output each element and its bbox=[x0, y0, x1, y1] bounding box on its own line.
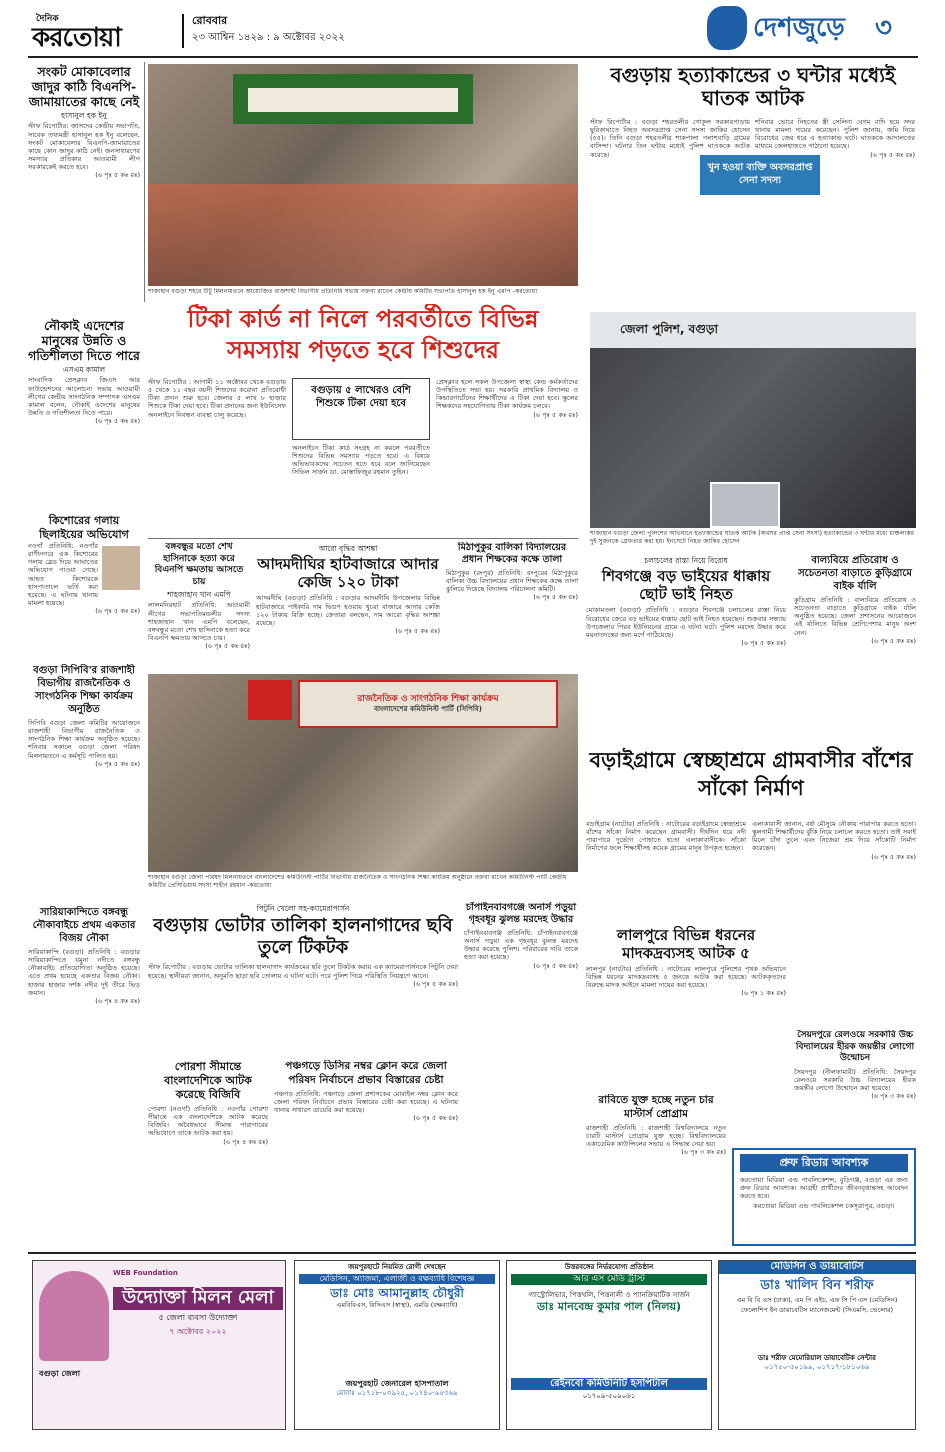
ad-degrees: এম বি বি এস (ঢাকা), এম পি এইচ, এফ সি পি এস (মেডিসিন) bbox=[736, 1295, 898, 1304]
story-byline: শাহজাহান খান এমপি bbox=[167, 590, 231, 599]
story-headline: সংকট মোকাবেলার জাদুর কাঠি বিএনপি-জামায়াতের কাছে নেই bbox=[28, 64, 140, 109]
jump-link[interactable]: (৬ পৃঃ ৪ কঃ রঃ) bbox=[95, 996, 140, 1005]
banner-title: রাজনৈতিক ও সাংগঠনিক শিক্ষা কার্যক্রম bbox=[357, 694, 499, 704]
story-murder-header[interactable] bbox=[590, 64, 916, 112]
story-headline: বাল্যবিয়ে প্রতিরোধ ও সচেতনতা বাড়াতে কুড়িগ্রামে বাইক র্যালি bbox=[798, 555, 912, 592]
jump-link[interactable]: (৬ পৃঃ ৫ কঃ রঃ) bbox=[205, 642, 250, 650]
story-byline: হাসানুল হক ইনু bbox=[61, 111, 107, 120]
page-number: ৩ bbox=[875, 13, 892, 43]
police-sign: জেলা পুলিশ, বগুড়া bbox=[590, 312, 916, 348]
pullquote: বগুড়ায় ৫ লাখেরও বেশি শিশুকে টিকা দেয়া হবে bbox=[311, 385, 411, 409]
story-ginger[interactable] bbox=[256, 542, 440, 670]
ad-top: মেডিসিন ও ডায়াবেটিস bbox=[719, 1261, 915, 1274]
story-body: মিঠাপুকুর (রংপুর) প্রতিনিধি: রংপুরের মিঠাপুকুরে বালিকা উচ্চ বিদ্যালয়ের প্রধান শিক্ষকের কক্ষে তালা ঝুলিয়ে দিয়েছে বিদ্যালয় পরিচালনা কমিটি। bbox=[446, 569, 578, 594]
story-headline: লালপুরে বিভিন্ন ধরনের মাদকদ্রব্যসহ আটক ৫ bbox=[616, 926, 756, 962]
story-headline: বগুড়ায় হত্যাকান্ডের ৩ ঘন্টার মধ্যেই ঘাতক আটক bbox=[610, 64, 896, 110]
jump-link[interactable]: (৬ পৃঃ ৫ কঃ রঃ) bbox=[413, 1114, 458, 1123]
story-body-2: শনিবার ভোরে নিহতের স্ত্রী সেলিনা বেগম বাদি হয়ে সদর থানায় মামলা দায়ের করেছেন। পুলিশ জানায়, জমি নিয়ে বিরোধের জের ধরে এ হত্যাকান্ড ঘটে। ঘাতককে আদালতের মাধ্যমে জেলহাজতে পাঠানো হয়েছে। bbox=[755, 118, 915, 151]
ad-top: উত্তরবঙ্গের নির্ভরযোগ্য প্রতিষ্ঠান bbox=[564, 1263, 654, 1271]
story-cpb[interactable] bbox=[28, 664, 140, 902]
story-kicker: পিটুনি খেলো সহ-ক্যামেরাপার্সন bbox=[256, 904, 350, 913]
story-lalpur[interactable] bbox=[586, 926, 786, 1066]
story-body: পঞ্চগড় প্রতিনিধি: পঞ্চগড়ে জেলা প্রশাসকের মোবাইল নম্বর ক্লোন করে জেলা পরিষদ নির্বাচনে প্রভাব বিস্তারের চেষ্টা করা হয়েছে। এ ঘটনায় থানায় সাধারণ ডায়েরি করা হয়েছে। bbox=[274, 1090, 458, 1115]
jump-link[interactable]: (৬ পৃঃ ৫ কঃ রঃ) bbox=[95, 417, 140, 425]
header-rule bbox=[28, 56, 918, 58]
jump-link[interactable]: (৬ পৃঃ ৫ কঃ রঃ) bbox=[533, 410, 578, 419]
story-zila-parishad[interactable] bbox=[274, 1060, 458, 1190]
ad-doctor-amanullah[interactable] bbox=[294, 1260, 500, 1430]
bangladesh-map-icon bbox=[707, 6, 747, 50]
story-headline: পোরশা সীমান্তে বাংলাদেশিকে আটক করেছে বিজিবি bbox=[164, 1060, 252, 1101]
ad-specialty: গ্যাস্ট্রোলিভার, পিত্তথলি, পিত্তনালী ও প্যানক্রিয়াটিক সার্জন bbox=[528, 1291, 690, 1299]
story-bike-rally[interactable] bbox=[794, 554, 916, 744]
inset-portrait bbox=[710, 482, 780, 528]
photo-caption: শাজাহান বগুড়া জেলা পুলিশের অভিযানে হত্যাকান্ডের ঘাতক আটক (অবসর প্রাপ্ত সেনা সদস্য) হত্যাকান্ডের ৩ ঘন্টার মধ্যে চাঞ্চল্যকর দুই সুজনকে গ্রেফতার করা হয়। ইনসেটে নিহত জাকির হোসেন bbox=[590, 530, 915, 545]
story-headline: রাবিতে যুক্ত হচ্ছে নতুন চার মাস্টার্স প্রোগ্রাম bbox=[598, 1094, 714, 1120]
story-murder-body bbox=[590, 118, 750, 308]
story-headline: কিশোরের গলায় ছিলাইয়ের অভিযোগ bbox=[39, 514, 129, 541]
ad-hospital: রেইনবো কমিউনিটি হসপিটাল bbox=[511, 1378, 707, 1391]
event-banner bbox=[298, 680, 558, 728]
ad-hospital-name: আর এস মেডি ট্রাস্ট bbox=[511, 1274, 707, 1285]
story-body-3: প্রেসক্লাব হলে সকল উপজেলা স্বাস্থ্য কেন্দ্র কর্মকর্তাদের উপস্থিতিতে সভা হয়। সরকারি প্রাথমিক বিদ্যালয় ও কিন্ডারগার্টেনের শিক্ষার্থীদের এ টিকা দেয়া হবে। স্কুলের শিক্ষকদের সহযোগিতায় টিকা কার্যক্রম চলবে। bbox=[436, 378, 578, 411]
story-headline: বগুড়া সিপিবি'র রাজশাহী বিভাগীয় রাজনৈতিক ও সাংগঠনিক শিক্ষা কার্যক্রম অনুষ্ঠিত bbox=[33, 665, 135, 715]
story-headline: সৈয়দপুরে রেলওয়ে সরকারি উচ্চ বিদ্যালয়ের হীরক জয়ন্তীর লোগো উন্মোচন bbox=[795, 1030, 915, 1063]
story-headline: সারিয়াকান্দিতে বঙ্গবন্ধু নৌকাবাইচে প্রথম একতার বিজয় নৌকা bbox=[32, 907, 136, 944]
jump-link[interactable]: (৬ পৃঃ ৫ কঃ রঃ) bbox=[870, 150, 915, 159]
ad-phone: মোবাঃ ০১৭১৮-০৩৯২৫, ০১৭৪০-৯৫৩৬৯ bbox=[336, 1388, 458, 1397]
story-vaccine-col3 bbox=[436, 378, 578, 536]
ad-phone: ০১৭০৯-৫০৯০৬১ bbox=[582, 1392, 636, 1400]
jump-link[interactable]: (৬ পৃঃ ৫ কঃ রঃ) bbox=[95, 607, 140, 615]
section-logo[interactable] bbox=[707, 4, 917, 54]
story-shahjahan[interactable] bbox=[148, 542, 250, 670]
story-tiktok[interactable] bbox=[148, 902, 458, 1056]
header-divider bbox=[182, 14, 184, 48]
story-headline: চাঁপাইনবাবগঞ্জে অনার্স পড়ুয়া গৃহবধূর ঝুলন্ত মরদেহ উদ্ধার bbox=[465, 902, 577, 925]
jump-link[interactable]: (৬ পৃঃ ৩ কঃ রঃ) bbox=[681, 1148, 726, 1157]
column-rule bbox=[144, 62, 145, 302]
highlight-text: খুন হওয়া ব্যক্তি অবসরপ্রাপ্ত সেনা সদস্য bbox=[707, 162, 813, 186]
story-headline: শিবগঞ্জে বড় ভাইয়ের ধাক্কায় ছোট ভাই নিহত bbox=[601, 567, 771, 604]
story-vaccine-header[interactable] bbox=[148, 304, 578, 376]
newspaper-logo[interactable] bbox=[32, 14, 174, 54]
ad-body: করতোয়া মিডিয়া এন্ড পাবলিকেশন্স, বুড়িগঞ্জ, বগুড়া এর জন্য প্রুফ রিডার আবশ্যক। আগ্রহী প্রার্থীদের জীবনবৃত্তান্তসহ আবেদন করতে হবে। bbox=[740, 1175, 908, 1200]
story-bamboo-header[interactable] bbox=[586, 746, 916, 816]
jump-link[interactable]: (৬ পৃঃ ১ কঃ রঃ) bbox=[741, 989, 786, 998]
ad-milon-mela[interactable] bbox=[32, 1260, 286, 1430]
ad-top: জয়পুরহাটে নিয়মিত রোগী দেখছেন bbox=[348, 1263, 446, 1271]
jump-link[interactable]: (৬ পৃঃ ৫ কঃ রঃ) bbox=[871, 636, 916, 645]
ad-proof-reader[interactable] bbox=[732, 1148, 916, 1246]
story-body: সিপিবি বগুড়া জেলা কমিটির আয়োজনে রাজশাহী বিভাগীয় রাজনৈতিক ও সাংগঠনিক শিক্ষা কার্যক্রম অনুষ্ঠিত হয়েছে। শনিবার সকালে বগুড়া জেলা পরিষদ মিলনায়তনে এ কর্মসূচি পালিত হয়। bbox=[28, 719, 140, 760]
story-kicker: আরো বৃদ্ধির আশঙ্কা bbox=[318, 544, 378, 553]
story-body: পোরশা (নওগাঁ) প্রতিনিধি : নওগাঁর পোরশা সীমান্তে এক বাংলাদেশিকে আটক করেছে বিজিবি। অবৈধভাবে সীমান্ত পারাপারের অভিযোগে তাকে আটক করা হয়। bbox=[148, 1105, 268, 1138]
story-body-2: অনলাইনে টিকা কার্ড সংগ্রহ না করলে পরবর্তীতে শিশুদের বিভিন্ন সমস্যায় পড়তে হবে। এ বিষয়ে অভিভাবকদের সচেতন হতে হবে বলে জানিয়েছেন সিভিল সার্জন ডা. মোস্তাফিজুর রহমান তুহিন। bbox=[292, 444, 430, 477]
story-sariakandi[interactable] bbox=[28, 906, 140, 1166]
ad-date: ৭ অক্টোবর ২০২২ bbox=[169, 1327, 227, 1336]
story-body: রাজশাহী প্রতিনিধি : রাজশাহী বিশ্ববিদ্যালয়ে নতুন চারটি মাস্টার্স প্রোগ্রাম যুক্ত হচ্ছে। বিশ্ববিদ্যালয়ের একাডেমিক কাউন্সিলের সভায় এ সিদ্ধান্ত নেয়া হয়। bbox=[586, 1124, 726, 1149]
photo-police-arrest bbox=[590, 312, 916, 528]
story-body: লালমনিরহাট প্রতিনিধি: আওয়ামী লীগের সভাপতিমন্ডলীর সদস্য শাহজাহান খান এমপি বলেছেন, বঙ্গবন্ধুর মতো শেখ হাসিনাকে হত্যা করে বিএনপি ক্ষমতায় আসতে চায়। bbox=[148, 601, 250, 642]
ad-sub: ৫ জেলা ব্যবসা উদ্যোক্তা bbox=[158, 1313, 238, 1322]
ad-chamber: ডাঃ শরীফ মেমোরিয়াল ডায়াবেটিক সেন্টার bbox=[757, 1354, 877, 1362]
story-body: মোকামতলা (বগুড়া) প্রতিনিধি : বগুড়ার শিবগঞ্জে চলাচলের রাস্তা নিয়ে বিরোধের জেরে বড় ভাইয়ের ধাক্কায় ছোট ভাই নিহত হয়েছেন। শুক্রবার সন্ধ্যায় উপজেলার পিরব ইউনিয়নের গ্রামে এ ঘটনা ঘটে। পুলিশ মরদেহ উদ্ধার করে ময়নাতদন্তের জন্য মর্গে পাঠিয়েছে। bbox=[586, 606, 786, 639]
photo-caption: শাজাহান বগুড়া জেলা পরিষদ মিলনায়তনে বাংলাদেশের কমিউনিস্ট পার্টির বিভাগীয় রাজনৈতিক ও সাংগঠনিক শিক্ষা কার্যক্রম অনুষ্ঠানে বক্তব্য রাখেন কমিউনিস্ট পার্টি কেন্দ্রীয় কমিটির প্রেসিডিয়াম সদস্য শাহীন রহমান -করতোয়া bbox=[148, 874, 567, 889]
person-photo bbox=[39, 1271, 109, 1361]
story-body: সারিয়াকান্দি (বগুড়া) প্রতিনিধি : বগুড়ার সারিয়াকান্দিতে যমুনা নদীতে বঙ্গবন্ধু নৌকাবাইচ প্রতিযোগিতা অনুষ্ঠিত হয়েছে। এতে প্রথম হয়েছে একতার বিজয় নৌকা। হাজার হাজার দর্শক নদীর দুই তীরে ভিড় জমান। bbox=[28, 948, 140, 997]
jump-link[interactable]: (৬ পৃঃ ৫ কঃ রঃ) bbox=[533, 961, 578, 970]
story-byline: এসএম কামাল bbox=[62, 365, 106, 374]
story-body: স্টাফ রিপোর্টার : বগুড়া শহরতলীর গোকুল সরকারপাড়ায় ছুরিকাঘাতে নিহত অবসরপ্রাপ্ত সেনা সদস্য জাকির হোসেন (৫৫)। তিনি বগুড়া শহরতলীর শাকপালা পলাশবাড়ি গ্রামের বাসিন্দা। ঘটনার তিন ঘন্টার মধ্যেই পুলিশ ঘাতককে আটক করেছে। bbox=[590, 118, 750, 159]
ad-org: WEB Foundation bbox=[113, 1269, 178, 1277]
pullquote-box bbox=[292, 378, 430, 440]
ad-degrees: এমবিবিএস, বিসিএস (স্বাস্থ্য), এমডি (বক্ষব্যাধি) bbox=[336, 1300, 458, 1309]
story-body: নওগাঁ প্রতিনিধি: নওগাঁর রাণীনগরে এক কিশোরের গলায় ব্লেড দিয়ে আঘাতের অভিযোগ পাওয়া গেছে। আহত কিশোরকে হাসপাতালে ভর্তি করা হয়েছে। এ ঘটনায় থানায় মামলা হয়েছে। bbox=[28, 542, 98, 607]
jump-link[interactable]: (৬ পৃঃ ৫ কঃ রঃ) bbox=[395, 626, 440, 635]
jump-link[interactable]: (৬ পৃঃ ৫ কঃ রঃ) bbox=[871, 852, 916, 861]
story-hilaria[interactable] bbox=[28, 514, 140, 654]
ad-title: উদ্যোক্তা মিলন মেলা bbox=[113, 1287, 283, 1310]
header-date: ২৩ আশ্বিন ১৪২৯ : ৯ অক্টোবর ২০২২ bbox=[192, 32, 345, 43]
story-headline: মিঠাপুকুর বালিকা বিদ্যালয়ের প্রধান শিক্ষকের কক্ষে তালা bbox=[457, 542, 567, 565]
ad-doctor-khalid[interactable] bbox=[718, 1260, 916, 1430]
story-body: লালপুর (নাটোর) প্রতিনিধি : নাটোরের লালপুরে পুলিশের পৃথক অভিযানে বিভিন্ন ধরনের মাদকদ্রব্যসহ ৫ জনকে আটক করা হয়েছে। আটককৃতদের বিরুদ্ধে মাদক আইনে মামলা দায়ের করা হয়েছে। bbox=[586, 965, 786, 990]
story-vaccine-col1 bbox=[148, 378, 286, 536]
brand-name: করতোয়া bbox=[32, 23, 121, 54]
brand-small: দৈনিক bbox=[36, 14, 59, 24]
jump-link[interactable]: (৬ পৃঃ ৪ কঃ রঃ) bbox=[223, 1137, 268, 1146]
ad-doctor-name: ডাঃ মানবেন্দ্র কুমার পাল (নিলয়) bbox=[536, 1299, 682, 1313]
story-body: সৈয়দপুর (নীলফামারী) প্রতিনিধি: সৈয়দপুর রেলওয়ে সরকারি উচ্চ বিদ্যালয়ের হীরক জয়ন্তীর লোগো উন্মোচন করা হয়েছে। bbox=[794, 1067, 916, 1092]
story-body-2: এলাকাবাসী জানান, বর্ষা মৌসুমে নৌকায় পারাপার করতে হতো। স্কুলগামী শিক্ষার্থীদের ঝুঁকি নিয়ে চলাচল করতে হতো। তাই সবাই মিলে চাঁদা তুলে এবং নিজেরা শ্রম দিয়ে সাঁকোটি নির্মাণ করেছেন। bbox=[752, 820, 916, 853]
hammer-sickle-icon bbox=[248, 680, 292, 720]
story-body: স্টাফ রিপোর্টার: জাসদের কেন্দ্রীয় সভাপতি, সাবেক তথ্যমন্ত্রী হাসানুল হক ইনু বলেছেন, সংকট মোকাবেলার বিএনপি-জামায়াতের কাছে কোন জাদুর কাঠি নেই। জনসাধারণের সমস্যার প্রতিকার আওয়ামী লীগ সরকারকেই করতে হবে। bbox=[28, 122, 140, 171]
jump-link[interactable]: (৬ পৃঃ ৫ কঃ রঃ) bbox=[741, 638, 786, 647]
story-body: কুড়িগ্রাম প্রতিনিধি : বাল্যবিয়ে প্রতিরোধ ও সচেতনতা বাড়াতে কুড়িগ্রামে বাইক র্যালি অনুষ্ঠিত হয়েছে। জেলা প্রশাসনের আয়োজনে এই র্যালিতে বিভিন্ন শ্রেণিপেশার মানুষ অংশ নেন। bbox=[794, 596, 916, 637]
ad-doctor-name: ডাঃ খালিদ বিন শরীফ bbox=[760, 1277, 874, 1293]
ad-extra: ফেলোশিপ ইন ডায়াবেটিস ম্যানেজমেন্ট (সিএমসি, ভেলোর) bbox=[740, 1305, 894, 1314]
story-body: সাংবাদিক প্রেসক্লাব জিএস আর ফাউন্ডেশনের আলোচনা সভায় আওয়ামী লীগের কেন্দ্রীয় সাংগঠনিক সম্পাদক এসএম কামাল বলেন, নৌকাই এদেশের মানুষের উন্নতি ও গতিশীলতা দিতে পারে। bbox=[28, 376, 140, 417]
story-kicker: চলাচলের রাস্তা নিয়ে বিরোধ bbox=[644, 556, 728, 565]
story-nouka[interactable] bbox=[28, 318, 140, 508]
murder-highlight-box bbox=[700, 155, 820, 195]
story-bamboo-col1 bbox=[586, 820, 746, 920]
ad-doctor-manabendra[interactable] bbox=[506, 1260, 712, 1430]
jump-link[interactable]: (৬ পৃঃ ৫ কঃ রঃ) bbox=[533, 593, 578, 602]
story-body: চাঁপাইনবাবগঞ্জ প্রতিনিধি: চাঁপাইনবাবগঞ্জে অনার্স পড়ুয়া এক গৃহবধূর ঝুলন্ত মরদেহ উদ্ধার করেছে পুলিশ। পরিবারের দাবি তাকে হত্যা করা হয়েছে। bbox=[464, 929, 578, 962]
section-rule bbox=[148, 538, 578, 539]
story-body: স্টাফ রিপোর্টার : আগামী ১১ অক্টোবর থেকে বগুড়ায় ৫ থেকে ১১ বছর বয়সী শিশুদের করোনা প্রতিরোধী টিকা প্রদান শুরু হবে। জেলার ৫ লাখ ৮ হাজার শিশুকে টিকা দেয়া হবে। টিকা প্রদানের জন্য ইউনিসেফ অনলাইনে নিবন্ধন ব্যবস্থা চালু করেছে। bbox=[148, 378, 286, 419]
ad-specialty: মেডিসিন, অ্যাজমা, এলার্জী ও বক্ষব্যাধি বিশেষজ্ঞ bbox=[299, 1274, 495, 1284]
story-headline: আদমদীঘির হাটবাজারে আদার কেজি ১২০ টাকা bbox=[257, 555, 439, 592]
ad-chamber: জয়পুরহাট জেনারেল হাসপাতাল bbox=[345, 1378, 449, 1388]
photo-caption: শাজাহান বগুড়া শহরে টিটু মিলনায়তনে আয়োজিত রাজশাহী বিভাগীয় প্রতিনিধি সভায় বক্তব্য রাখেন কেন্দ্রীয় কমিটির সভাপতি হাসানুল হক ইনু এমপি -করতোয়া bbox=[148, 288, 538, 295]
header-day: রোববার bbox=[192, 14, 228, 27]
story-vaccine-col2 bbox=[292, 378, 430, 536]
jump-link[interactable]: (৬ পৃঃ ৫ কঃ রঃ) bbox=[413, 979, 458, 988]
story-saidpur[interactable] bbox=[794, 1030, 916, 1140]
story-headline: বড়াইগ্রামে স্বেচ্ছাশ্রমে গ্রামবাসীর বাঁশের সাঁকো নির্মাণ bbox=[589, 748, 913, 800]
banner-sub: বাংলাদেশের কমিউনিস্ট পার্টি (সিপিবি) bbox=[374, 705, 482, 714]
ad-venue: বগুড়া জেলা bbox=[39, 1369, 81, 1378]
ad-title: প্রুফ রিডার আবশ্যক bbox=[740, 1154, 908, 1172]
ad-footer: করতোয়া মিডিয়া এন্ড পাবলিকেশন্স চকসূত্রাপুর, বগুড়া। bbox=[753, 1202, 895, 1211]
story-bgb[interactable] bbox=[148, 1060, 268, 1190]
jump-link[interactable]: (৬ পৃঃ ৩ কঃ রঃ) bbox=[871, 1091, 916, 1100]
story-headline: পঞ্চগড়ে ডিসির নম্বর ক্লোন করে জেলা পরিষদ নির্বাচনে প্রভাব বিস্তারের চেষ্টা bbox=[285, 1060, 447, 1086]
story-headline: বগুড়ায় ভোটার তালিকা হালনাগাদের ছবি তুলে টিকটক bbox=[153, 915, 453, 959]
photo-ino-meeting bbox=[148, 64, 578, 286]
story-murder-body-2 bbox=[755, 118, 915, 308]
story-headline: নৌকাই এদেশের মানুষের উন্নতি ও গতিশীলতা দিতে পারে bbox=[28, 318, 140, 363]
story-body: স্টাফ রিপোর্টার : বগুড়ায় ভোটার তালিকা হালনাগাদ কার্যক্রমের ছবি তুলে টিকটক করায় এক ক্যামেরাপার্সনকে পিটুনি দেয়া হয়েছে। স্থানীয়রা জানান, অনুমতি ছাড়া ছবি তোলায় এ ঘটনা ঘটে। পরে পুলিশ গিয়ে পরিস্থিতি নিয়ন্ত্রণে আনে। bbox=[148, 963, 458, 980]
story-body: আদমদীঘি (বগুড়া) প্রতিনিধি : বগুড়ার আদমদীঘি উপজেলার বিভিন্ন হাটবাজারে পাইকারি দাম দ্বিগুণ হওয়ায় খুচরা বাজারে আদার কেজি ১২০ টাকায় বিক্রি হচ্ছে। ক্রেতারা বলছেন, দাম আরো বৃদ্ধির আশঙ্কা রয়েছে। bbox=[256, 594, 440, 627]
jump-link[interactable]: (৬ পৃঃ ৫ কঃ রঃ) bbox=[95, 759, 140, 768]
ad-doctor-name: ডাঃ মোঃ আমানুল্লাহ চৌধুরী bbox=[330, 1285, 464, 1300]
story-masters[interactable] bbox=[586, 1094, 726, 1190]
story-bnp[interactable] bbox=[28, 64, 140, 292]
portrait-photo bbox=[102, 546, 140, 590]
story-honors-student[interactable] bbox=[464, 902, 578, 1102]
story-brother[interactable] bbox=[586, 554, 786, 684]
ads-divider bbox=[28, 1252, 916, 1254]
story-bamboo-col2 bbox=[752, 820, 916, 920]
story-body: বড়াইগ্রাম (নাটোর) প্রতিনিধি : নাটোরের বড়াইগ্রামে স্বেচ্ছাশ্রমে বাঁশের সাঁকো নির্মাণ করেছেন গ্রামবাসী। দীর্ঘদিন ধরে নদী পারাপারে দুর্ভোগ পোহাতে হতো এলাকাবাসীকে। সাঁকো নির্মাণের ফলে শিক্ষার্থীসহ কয়েক গ্রামের মানুষ উপকৃত হচ্ছেন। bbox=[586, 820, 746, 853]
jump-link[interactable]: (৬ পৃঃ ৫ কঃ রঃ) bbox=[95, 171, 140, 180]
ad-phone: ০১৭৫০-৫০১৯৯, ০১৭১৭-১৮১০৬৯ bbox=[764, 1362, 870, 1371]
story-school[interactable] bbox=[446, 542, 578, 670]
photo-cpb-event bbox=[148, 674, 578, 872]
story-headline: টিকা কার্ড না নিলে পরবর্তীতে বিভিন্ন সমস্যায় পড়তে হবে শিশুদের bbox=[187, 305, 539, 364]
section-title: দেশজুড়ে bbox=[753, 13, 845, 43]
story-headline: বঙ্গবন্ধুর মতো শেখ হাসিনাকে হত্যা করে বিএনপি ক্ষমতায় আসতে চায় bbox=[154, 542, 244, 587]
